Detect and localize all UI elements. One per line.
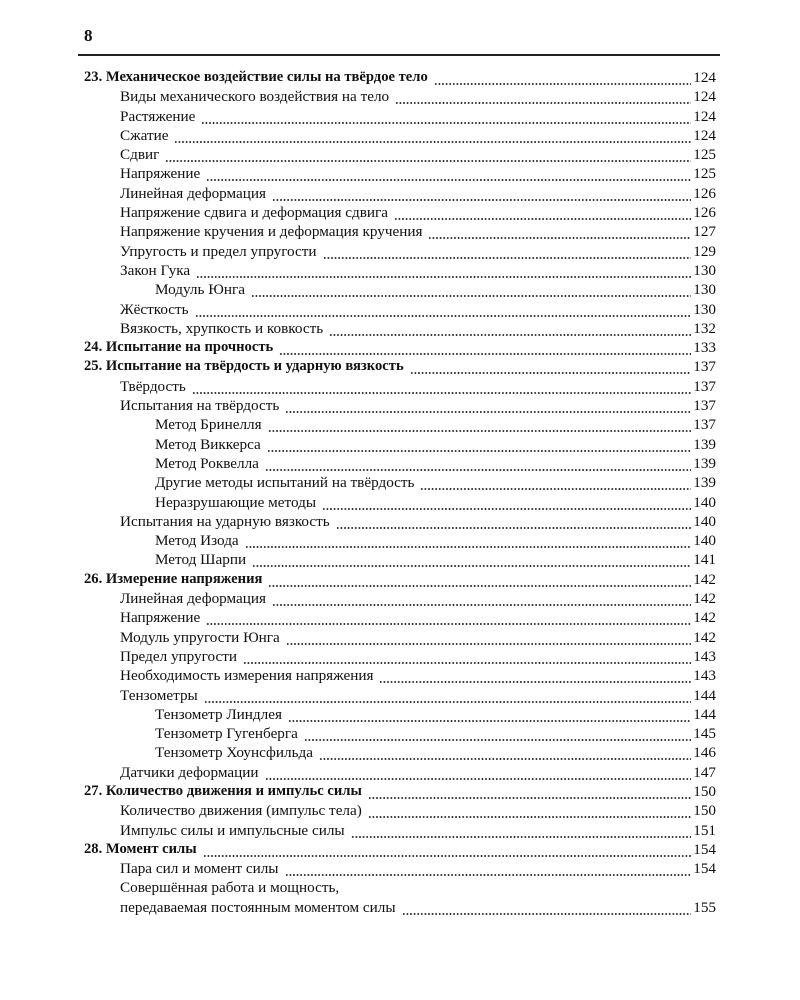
toc-chapter[interactable] bbox=[84, 357, 716, 376]
toc-chapter[interactable] bbox=[84, 570, 716, 589]
toc-entry[interactable] bbox=[84, 801, 716, 820]
toc-page-number: 125 bbox=[693, 146, 716, 164]
dot-leader bbox=[379, 666, 691, 685]
toc-page-number: 146 bbox=[693, 744, 716, 762]
toc-entry-title: 23. Механическое воздействие силы на твёрдое тело bbox=[84, 69, 428, 85]
dot-leader bbox=[336, 512, 692, 531]
dot-leader bbox=[268, 570, 691, 589]
dot-leader bbox=[206, 164, 691, 183]
toc-page-number: 124 bbox=[693, 88, 716, 106]
toc-entry-title: Модуль Юнга bbox=[155, 281, 245, 299]
toc-entry[interactable] bbox=[84, 261, 716, 280]
dot-leader bbox=[319, 743, 691, 762]
toc-entry[interactable] bbox=[84, 763, 716, 782]
toc-page-number: 124 bbox=[693, 69, 716, 86]
toc-entry-title: Испытания на ударную вязкость bbox=[120, 512, 330, 530]
toc-entry-title: Сжатие bbox=[120, 126, 169, 144]
toc-entry-title: Напряжение кручения и деформация кручения bbox=[120, 223, 423, 241]
toc-entry-title: Неразрушающие методы bbox=[155, 493, 317, 511]
toc-page-number: 133 bbox=[693, 339, 716, 357]
toc-entry-title: Метод Бринелля bbox=[155, 416, 262, 434]
toc-entry-title: 28. Момент силы bbox=[84, 840, 197, 857]
toc-entry-title: Необходимость измерения напряжения bbox=[120, 667, 374, 685]
toc-page-number: 142 bbox=[693, 590, 716, 608]
toc-page-number: 151 bbox=[693, 821, 716, 839]
toc-entry[interactable] bbox=[84, 126, 716, 145]
toc-entry-title: Линейная деформация bbox=[120, 184, 267, 202]
toc-page-number: 124 bbox=[693, 126, 716, 144]
toc-page-number: 140 bbox=[693, 493, 716, 511]
toc-entry[interactable] bbox=[84, 107, 716, 126]
toc-entry[interactable] bbox=[84, 87, 716, 106]
toc-entry-title: Напряжение сдвига и деформация сдвига bbox=[120, 204, 388, 222]
toc-entry[interactable] bbox=[84, 184, 716, 203]
toc-chapter[interactable] bbox=[84, 840, 716, 859]
header-rule bbox=[78, 54, 720, 56]
toc-entry-title: Импульс силы и импульсные силы bbox=[120, 821, 345, 839]
toc-entry-first-line: Совершённая работа и мощность, bbox=[120, 879, 340, 897]
toc-entry[interactable] bbox=[84, 377, 716, 396]
toc-entry[interactable] bbox=[84, 705, 716, 724]
dot-leader bbox=[203, 840, 692, 859]
dot-leader bbox=[245, 531, 692, 550]
toc-page-number: 154 bbox=[693, 860, 716, 878]
toc-page-number: 130 bbox=[693, 300, 716, 318]
toc-page-number: 142 bbox=[693, 628, 716, 646]
toc-entry[interactable] bbox=[84, 512, 716, 531]
dot-leader bbox=[395, 87, 691, 106]
toc-page-number: 125 bbox=[693, 165, 716, 183]
toc-page-number: 129 bbox=[693, 242, 716, 260]
toc-entry-title: Вязкость, хрупкость и ковкость bbox=[120, 319, 324, 337]
dot-leader bbox=[196, 261, 691, 280]
toc-entry[interactable] bbox=[84, 724, 716, 743]
dot-leader bbox=[251, 280, 691, 299]
toc-entry[interactable] bbox=[84, 203, 716, 222]
table-of-contents bbox=[84, 68, 716, 917]
dot-leader bbox=[204, 686, 691, 705]
toc-entry[interactable] bbox=[84, 743, 716, 762]
toc-entry-title: Напряжение bbox=[120, 609, 201, 627]
dot-leader bbox=[174, 126, 691, 145]
dot-leader bbox=[201, 107, 691, 126]
toc-entry-title: Тензометр Гугенберга bbox=[155, 725, 298, 743]
toc-entry[interactable] bbox=[84, 859, 716, 878]
toc-entry[interactable] bbox=[84, 454, 716, 473]
toc-page-number: 130 bbox=[693, 261, 716, 279]
toc-entry-title: передаваемая постоянным моментом силы bbox=[120, 898, 396, 916]
toc-page-number: 141 bbox=[693, 551, 716, 569]
toc-entry[interactable] bbox=[84, 319, 716, 338]
toc-entry-title: Закон Гука bbox=[120, 261, 191, 279]
toc-entry-title: Метод Роквелла bbox=[155, 454, 259, 472]
toc-entry[interactable] bbox=[84, 821, 716, 840]
toc-page-number: 126 bbox=[693, 184, 716, 202]
toc-entry[interactable] bbox=[84, 242, 716, 261]
toc-entry[interactable] bbox=[84, 145, 716, 164]
dot-leader bbox=[279, 338, 691, 357]
dot-leader bbox=[267, 435, 691, 454]
toc-entry-title: Пара сил и момент силы bbox=[120, 860, 279, 878]
toc-page-number: 155 bbox=[693, 898, 716, 916]
toc-page-number: 142 bbox=[693, 609, 716, 627]
dot-leader bbox=[428, 222, 691, 241]
toc-entry-title: 26. Измерение напряжения bbox=[84, 570, 263, 587]
dot-leader bbox=[265, 763, 692, 782]
toc-page-number: 137 bbox=[693, 377, 716, 395]
toc-entry-title: 24. Испытание на прочность bbox=[84, 339, 274, 356]
dot-leader bbox=[195, 300, 692, 319]
dot-leader bbox=[420, 473, 691, 492]
toc-page-number: 127 bbox=[693, 223, 716, 241]
toc-entry-title: Количество движения (импульс тела) bbox=[120, 802, 362, 820]
toc-page-number: 145 bbox=[693, 725, 716, 743]
toc-entry-title: Напряжение bbox=[120, 165, 201, 183]
toc-page-number: 137 bbox=[693, 358, 716, 376]
toc-entry-title: Метод Изода bbox=[155, 532, 239, 550]
dot-leader bbox=[272, 184, 691, 203]
toc-entry[interactable] bbox=[84, 666, 716, 685]
dot-leader bbox=[329, 319, 691, 338]
page-number: 8 bbox=[84, 26, 93, 45]
dot-leader bbox=[268, 415, 692, 434]
toc-entry[interactable] bbox=[84, 300, 716, 319]
dot-leader bbox=[265, 454, 691, 473]
toc-entry-title: 27. Количество движения и импульс силы bbox=[84, 782, 362, 799]
toc-page-number: 142 bbox=[693, 570, 716, 588]
toc-chapter[interactable] bbox=[84, 68, 716, 87]
toc-page-number: 144 bbox=[693, 705, 716, 723]
dot-leader bbox=[206, 608, 691, 627]
toc-entry[interactable] bbox=[84, 589, 716, 608]
toc-entry[interactable] bbox=[84, 531, 716, 550]
toc-entry-title: Твёрдость bbox=[120, 377, 186, 395]
dot-leader bbox=[368, 782, 691, 801]
toc-page-number: 124 bbox=[693, 107, 716, 125]
toc-entry-title: Модуль упругости Юнга bbox=[120, 628, 280, 646]
toc-page-number: 144 bbox=[693, 686, 716, 704]
dot-leader bbox=[351, 821, 692, 840]
toc-entry-title: Жёсткость bbox=[120, 300, 189, 318]
toc-entry[interactable] bbox=[84, 280, 716, 299]
toc-page-number: 147 bbox=[693, 763, 716, 781]
dot-leader bbox=[434, 68, 691, 87]
toc-entry-title: Линейная деформация bbox=[120, 590, 267, 608]
toc-page-number: 139 bbox=[693, 435, 716, 453]
toc-entry-title: Другие методы испытаний на твёрдость bbox=[155, 474, 415, 492]
dot-leader bbox=[285, 396, 691, 415]
toc-entry[interactable] bbox=[84, 647, 716, 666]
toc-entry-title: Тензометр Хоунсфильда bbox=[155, 744, 313, 762]
toc-entry[interactable] bbox=[84, 898, 716, 917]
dot-leader bbox=[243, 647, 691, 666]
toc-entry-title: Метод Шарпи bbox=[155, 551, 247, 569]
dot-leader bbox=[323, 242, 692, 261]
dot-leader bbox=[192, 377, 691, 396]
toc-page-number: 126 bbox=[693, 204, 716, 222]
dot-leader bbox=[394, 203, 691, 222]
dot-leader bbox=[322, 493, 691, 512]
toc-chapter[interactable] bbox=[84, 338, 716, 357]
toc-page-number: 140 bbox=[693, 512, 716, 530]
dot-leader bbox=[272, 589, 691, 608]
toc-entry[interactable] bbox=[84, 222, 716, 241]
toc-entry-title: Датчики деформации bbox=[120, 763, 259, 781]
toc-entry[interactable] bbox=[84, 164, 716, 183]
toc-page-number: 140 bbox=[693, 532, 716, 550]
toc-page-number: 143 bbox=[693, 647, 716, 665]
toc-entry[interactable] bbox=[84, 608, 716, 627]
toc-page-number: 132 bbox=[693, 319, 716, 337]
dot-leader bbox=[288, 705, 691, 724]
toc-entry-title: Испытания на твёрдость bbox=[120, 397, 280, 415]
toc-entry[interactable] bbox=[84, 473, 716, 492]
dot-leader bbox=[368, 801, 691, 820]
toc-page-number: 154 bbox=[693, 840, 716, 858]
toc-entry-title: Сдвиг bbox=[120, 146, 160, 164]
dot-leader bbox=[410, 357, 692, 376]
toc-entry[interactable] bbox=[84, 493, 716, 512]
toc-page-number: 143 bbox=[693, 667, 716, 685]
toc-entry-title: Упругость и предел упругости bbox=[120, 242, 317, 260]
toc-entry[interactable] bbox=[84, 686, 716, 705]
toc-page-number: 139 bbox=[693, 474, 716, 492]
toc-entry-title: Тензометр Линдлея bbox=[155, 705, 282, 723]
toc-entry[interactable] bbox=[84, 396, 716, 415]
toc-entry[interactable] bbox=[84, 415, 716, 434]
toc-entry-title: Метод Виккерса bbox=[155, 435, 261, 453]
toc-page-number: 137 bbox=[693, 416, 716, 434]
toc-entry[interactable] bbox=[84, 435, 716, 454]
toc-entry-title: Тензометры bbox=[120, 686, 198, 704]
toc-entry-title: Предел упругости bbox=[120, 647, 237, 665]
toc-page-number: 137 bbox=[693, 397, 716, 415]
toc-entry-title: Виды механического воздействия на тело bbox=[120, 88, 390, 106]
toc-page-number: 150 bbox=[693, 802, 716, 820]
toc-page-number: 150 bbox=[693, 782, 716, 800]
toc-page-number: 130 bbox=[693, 281, 716, 299]
toc-entry[interactable] bbox=[84, 628, 716, 647]
toc-entry[interactable] bbox=[84, 550, 716, 569]
toc-page-number: 139 bbox=[693, 454, 716, 472]
dot-leader bbox=[402, 898, 692, 917]
toc-chapter[interactable] bbox=[84, 782, 716, 801]
dot-leader bbox=[252, 550, 691, 569]
toc-entry-title: Растяжение bbox=[120, 107, 196, 125]
dot-leader bbox=[165, 145, 691, 164]
dot-leader bbox=[286, 628, 691, 647]
dot-leader bbox=[304, 724, 691, 743]
dot-leader bbox=[285, 859, 692, 878]
toc-entry-title: 25. Испытание на твёрдость и ударную вязкость bbox=[84, 358, 404, 375]
